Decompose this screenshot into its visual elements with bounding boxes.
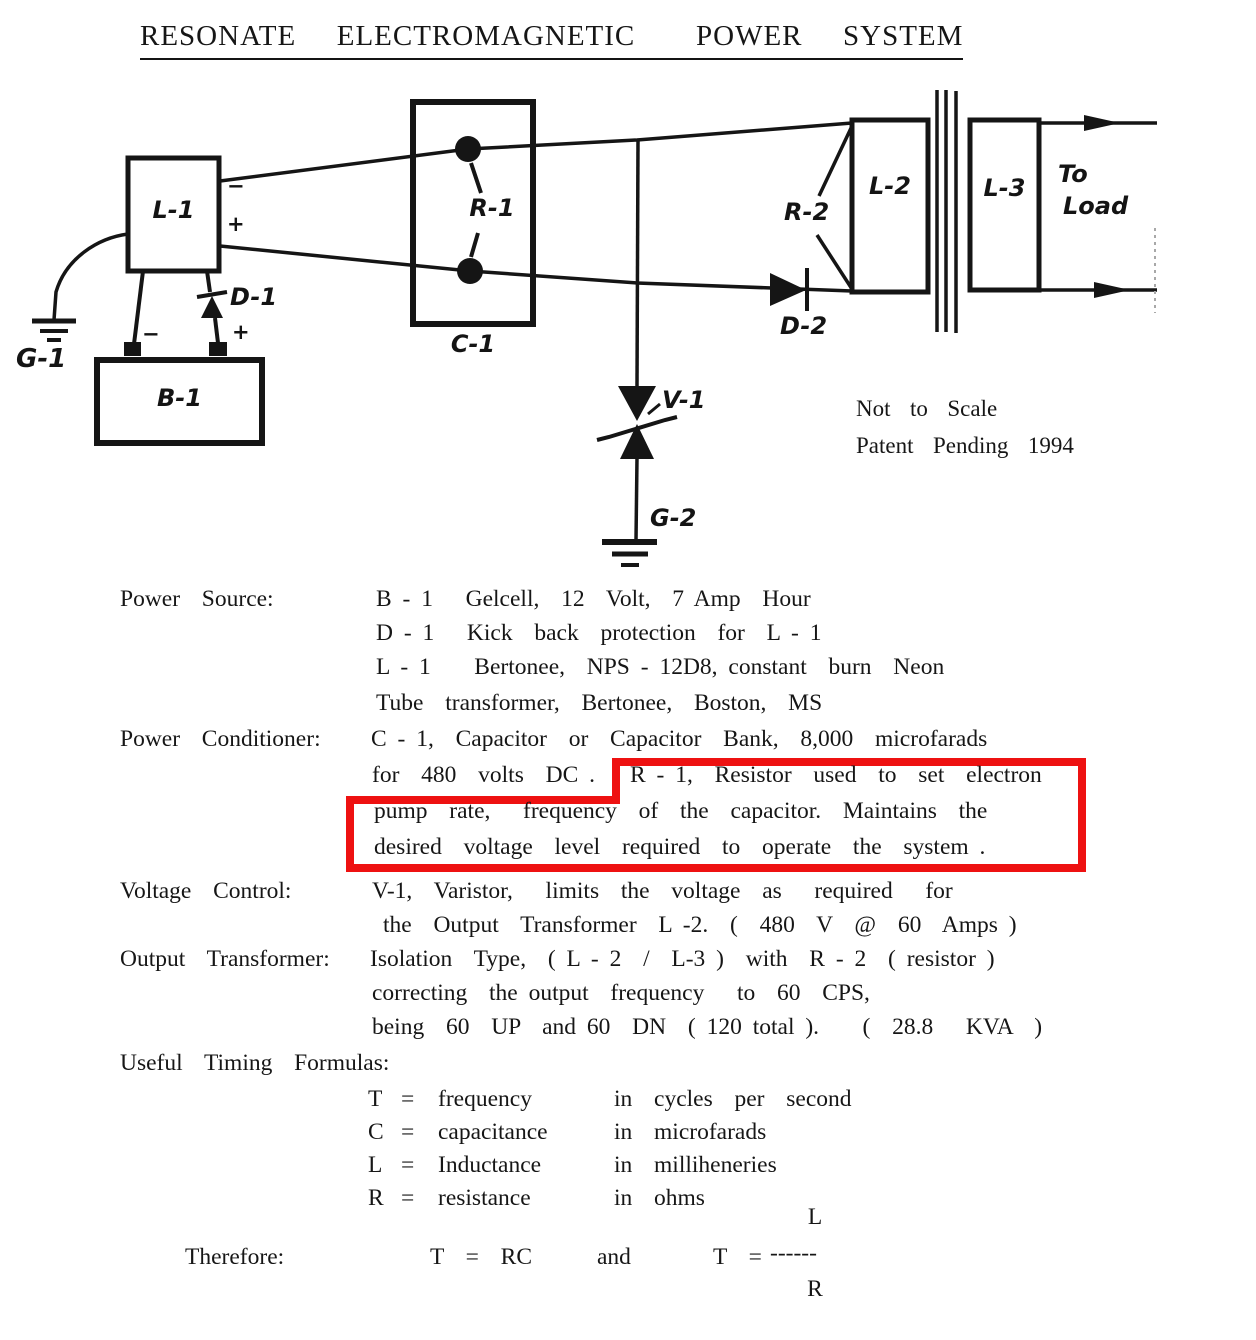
- b1-neg-terminal: [124, 342, 141, 356]
- formula-symbol: T: [368, 1086, 383, 1112]
- wire-v1-to-g2: [636, 458, 637, 540]
- formula-quantity: resistance: [438, 1185, 531, 1211]
- formula-row-c: [368, 1119, 908, 1147]
- r2-lead-top: [819, 126, 852, 196]
- spec-line-c1: C - 1, Capacitor or Capacitor Bank, 8,000 microfarads: [371, 726, 988, 752]
- equals-sign: =: [401, 1086, 415, 1112]
- spec-line-c1-cont: for 480 volts DC .: [372, 762, 595, 788]
- label-b1: B-1: [157, 384, 202, 412]
- spec-line-isolation: Isolation Type, ( L - 2 / L-3 ) with R - 2 ( resistor ): [370, 946, 995, 972]
- to-load-line1: To: [1058, 160, 1088, 188]
- page-title: RESONATE ELECTROMAGNETIC POWER SYSTEM: [140, 20, 963, 60]
- spec-line-v1: V-1, Varistor, limits the voltage as required for: [372, 878, 953, 904]
- note-not-to-scale: Not to Scale: [856, 396, 998, 421]
- formula-quantity: capacitance: [438, 1119, 548, 1145]
- polarity-plus-top: +: [227, 212, 245, 236]
- formula-row-t: [368, 1086, 908, 1114]
- spec-line-kva: being 60 UP and 60 DN ( 120 total ). ( 28.8 KVA ): [372, 1014, 1043, 1040]
- spec-line-d1: D - 1 Kick back protection for L - 1: [376, 620, 822, 646]
- formula-symbol: C: [368, 1119, 384, 1145]
- fraction-numerator: L: [807, 1204, 823, 1230]
- c1-terminal-dot-bottom: [457, 258, 483, 284]
- winding-l3-box: [970, 120, 1039, 290]
- winding-l2-box: [852, 120, 928, 292]
- spec-line-b1: B - 1 Gelcell, 12 Volt, 7 Amp Hour: [376, 586, 811, 612]
- formula-symbol: L: [368, 1152, 383, 1178]
- fraction-bar: ------: [770, 1240, 817, 1266]
- c1-terminal-dot-top: [455, 136, 481, 162]
- formula-unit: in cycles per second: [614, 1086, 852, 1112]
- spec-label-useful-timing: Useful Timing Formulas:: [120, 1050, 390, 1076]
- label-l1: L-1: [152, 196, 195, 224]
- spec-label-power-conditioner: Power Conditioner:: [120, 726, 321, 752]
- spec-line-r1-cont2: desired voltage level required to operate the system .: [374, 834, 986, 860]
- equation-t-lr-lhs: T =: [713, 1244, 762, 1270]
- formula-symbol: R: [368, 1185, 384, 1211]
- output-arrow-bottom: [1094, 282, 1130, 298]
- spec-line-r1-cont1: pump rate, frequency of the capacitor. Maintains the: [374, 798, 988, 824]
- equals-sign: =: [401, 1152, 415, 1178]
- polarity-minus-battery: −: [142, 322, 160, 346]
- formula-unit: in microfarads: [614, 1119, 767, 1145]
- label-r1: R-1: [469, 194, 515, 222]
- output-arrow-top: [1084, 115, 1120, 131]
- to-load-line2: Load: [1063, 192, 1129, 220]
- d1-diode-triangle: [201, 296, 223, 318]
- b1-pos-terminal: [209, 342, 227, 356]
- label-l2: L-2: [869, 172, 911, 200]
- label-v1: V-1: [662, 386, 706, 414]
- formula-quantity: frequency: [438, 1086, 532, 1112]
- equation-t-rc: T = RC: [430, 1244, 533, 1270]
- polarity-plus-battery: +: [232, 320, 250, 344]
- equals-sign: =: [401, 1119, 415, 1145]
- note-patent-pending: Patent Pending 1994: [856, 433, 1074, 458]
- fraction-denominator: R: [807, 1276, 823, 1302]
- spec-label-output-transformer: Output Transformer:: [120, 946, 330, 972]
- formula-unit: in milliheneries: [614, 1152, 777, 1178]
- label-l3: L-3: [983, 174, 1026, 202]
- d2-diode-triangle: [770, 273, 806, 306]
- label-g2: G-2: [650, 504, 697, 532]
- r2-lead-bottom: [817, 235, 852, 289]
- spec-line-r1-highlighted: R - 1, Resistor used to set electron: [630, 762, 1042, 788]
- wire-d1-to-b1-pos: [215, 318, 218, 343]
- wire-l1-to-d1: [207, 271, 210, 292]
- spec-line-v1-cont: the Output Transformer L -2. ( 480 V @ 60 Amps ): [383, 912, 1017, 938]
- v1-triangle-top: [618, 386, 656, 421]
- spec-line-l1-cont: Tube transformer, Bertonee, Boston, MS: [376, 690, 823, 716]
- spec-line-correcting: correcting the output frequency to 60 CPS,: [372, 980, 870, 1006]
- wire-l1-to-g1: [54, 234, 128, 320]
- spec-label-power-source: Power Source:: [120, 586, 274, 612]
- label-r2: R-2: [784, 198, 830, 226]
- v1-label-tick: [648, 404, 660, 414]
- label-g1: G-1: [16, 344, 67, 374]
- equals-sign: =: [401, 1185, 415, 1211]
- label-c1: C-1: [450, 330, 496, 358]
- wire-bus-to-v1: [637, 140, 638, 386]
- therefore-label: Therefore:: [185, 1244, 285, 1270]
- label-d2: D-2: [780, 312, 828, 340]
- spec-label-voltage-control: Voltage Control:: [120, 878, 292, 904]
- formula-quantity: Inductance: [438, 1152, 542, 1178]
- formula-unit: in ohms: [614, 1185, 705, 1211]
- spec-line-l1: L - 1 Bertonee, NPS - 12D8, constant burn Neon: [376, 654, 945, 680]
- conjunction-and: and: [597, 1244, 631, 1270]
- formula-row-l: [368, 1152, 908, 1180]
- label-d1: D-1: [230, 283, 278, 311]
- label-to-load: [1058, 158, 1128, 222]
- polarity-minus-top: −: [227, 174, 245, 198]
